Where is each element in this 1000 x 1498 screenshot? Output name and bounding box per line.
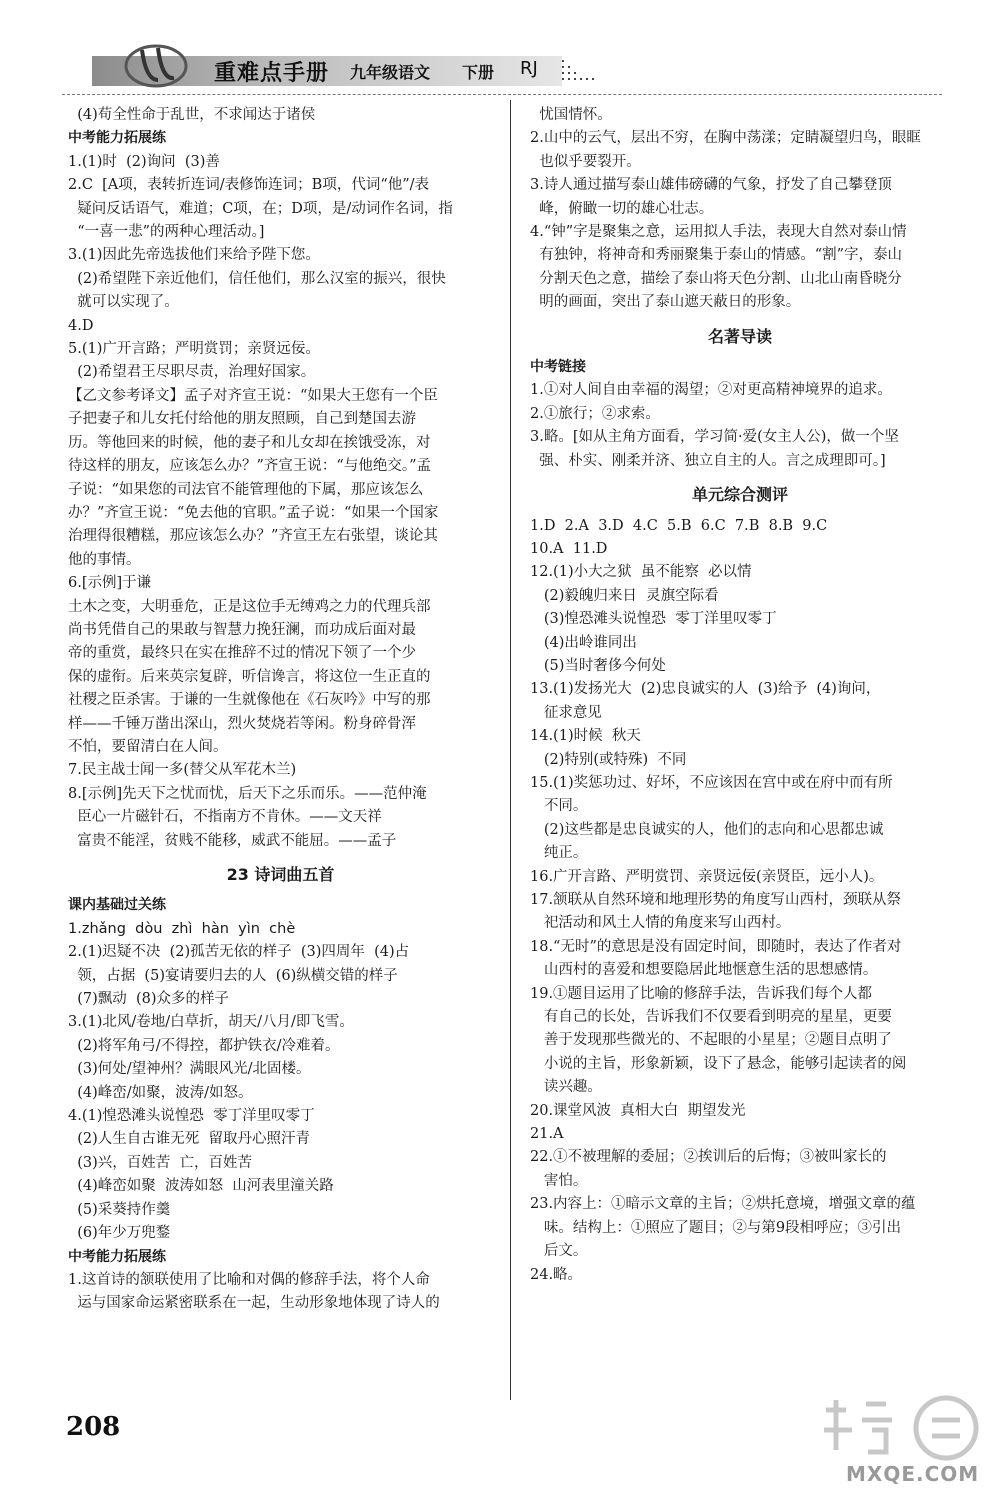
section-heading: 课内基础过关练 (68, 897, 166, 914)
answer-item: 23.内容上：①暗示文章的主旨；②烘托意境，增强文章的蕴 味。结构上：①照应了题目；②与第9段相呼应；③引出 后文。 (530, 1196, 916, 1260)
answer-item: 【乙文参考译文】孟子对齐宣王说：“如果大王您有一个臣 子把妻子和儿女托付给他的朋友照顾，自己到楚国去游 历。等他回来的时候，他的妻子和儿女却在挨饿受冻，对 待这样的朋友，应该怎么办？”齐宣王说：“与他绝交。”孟 子说：“如果您的司法官不能管理他的下属，那应该怎么 办？”齐宣王说：“免去他的官职。”孟子说：“如果一个国家 治理得很糟糕，那应该怎么办？”齐宣王左右张望，谈论其 他的事情。 (68, 387, 439, 568)
answer-item: 21.A (530, 1126, 564, 1143)
book-edition: RJ (520, 58, 538, 79)
answer-item: 15.(1)奖惩功过、好坏，不应该因在宫中或在府中而有所 不同。 (2)这些都是忠良诚实的人，他们的志向和心思都忠诚 纯正。 (530, 774, 893, 862)
answer-item: 12.(1)小大之狱 虽不能察 必以情 (2)毅魄归来日 灵旗空际看 (3)惶恐滩头说惶恐 零丁洋里叹零丁 (4)出岭谁同出 (5)当时奢侈今何处 (530, 564, 777, 674)
answer-item: (2)希望陛下亲近他们，信任他们，那么汉室的振兴，很快 就可以实现了。 (77, 270, 446, 311)
answer-item: 3.(1)北风/卷地/白草折，胡天/八月/即飞雪。 (2)将军角弓/不得控，都护铁衣/冷难着。 (3)何处/望神州？满眼风光/北固楼。 (4)峰峦/如聚，波涛/如怒。 (68, 1014, 354, 1101)
column-divider (510, 100, 511, 1400)
answer-item: 忧国情怀。 (530, 107, 612, 123)
left-column (68, 104, 493, 1316)
page-header (0, 0, 1000, 100)
answer-item: 4.“钟”字是聚集之意，运用拟人手法，表现大自然对泰山情 有独钟，将神奇和秀丽聚集于泰山的情感。“割”字，泰山 分割天色之意，描绘了泰山将天色分割、山北山南昏晓分 明的画面，突出了泰山遮天蔽日的形象。 (530, 224, 907, 311)
chapter-title: 单元综合测评 (691, 485, 788, 505)
answer-item: 20.课堂风波 真相大白 期望发光 (530, 1102, 746, 1119)
answer-item: 17.颔联从自然环境和地理形势的角度写山西村，颈联从祭 祀活动和风土人情的角度来写山西村。 (530, 892, 902, 932)
answer-item: 1.zhǎng dòu zhì hàn yìn chè (68, 920, 296, 937)
answer-item: 22.①不被理解的委屈；②挨训后的后悔；③被叫家长的 害怕。 (530, 1149, 887, 1189)
chapter-title: 名著导读 (707, 326, 772, 346)
answer-item: 1.这首诗的颔联使用了比喻和对偶的修辞手法，将个人命 运与国家命运紧密联系在一起，生动形象地体现了诗人的 (68, 1271, 440, 1312)
section-heading: 中考能力拓展练 (68, 130, 166, 147)
answer-item: 13.(1)发扬光大 (2)忠良诚实的人 (3)给予 (4)询问， 征求意见 (530, 681, 881, 721)
answer-item: 3.略。[如从主角方面看，学习简·爱(女主人公)，做一个坚 强、朴实、刚柔并济、独立自主的人。言之成理即可。] (530, 429, 899, 469)
answer-item: 8.[示例]先天下之忧而忧，后天下之乐而乐。——范仲淹 臣心一片磁针石，不指南方不肯休。——文天祥 富贵不能淫，贫贱不能移，威武不能屈。——孟子 (68, 785, 427, 849)
book-logo-icon (118, 36, 194, 90)
section-heading: 中考能力拓展练 (68, 1248, 166, 1265)
answer-item: 19.①题目运用了比喻的修辞手法，告诉我们每个人都 有自己的长处，告诉我们不仅要看到明亮的星星，更要 善于发现那些微光的、不起眼的小星星；②题目点明了 小说的主旨，形象新颖，设下了悬念，能够引起读者的阅 读兴趣。 (530, 985, 907, 1096)
answer-item: 16.广开言路、严明赏罚、亲贤远佞(亲贤臣，远小人)。 (530, 868, 884, 885)
answer-item: 3.诗人通过描写泰山雄伟磅礴的气象，抒发了自己攀登顶 峰，俯瞰一切的雄心壮志。 (530, 177, 892, 217)
answer-item: 2.(1)迟疑不决 (2)孤苦无依的样子 (3)四周年 (4)占 领，占据 (5)宴请要归去的人 (6)纵横交错的样子 (7)飘动 (8)众多的样子 (68, 944, 410, 1008)
answer-item: 18.“无时”的意思是没有固定时间，即随时，表达了作者对 山西村的喜爱和想要隐居此地惬意生活的思想感情。 (530, 938, 902, 979)
answer-item: 2.C [A项，表转折连词/表修饰连词；B项，代词“他”/表 疑问反话语气，难道；C项，在；D项，是/动词作名词，指 “一喜一悲”的两种心理活动。] (68, 177, 453, 241)
right-column (530, 104, 950, 1287)
answer-item: 2.①旅行；②求索。 (530, 405, 660, 422)
page-number: 208 (66, 1412, 121, 1442)
header-divider (62, 94, 942, 96)
answer-item: 4.(1)惶恐滩头说惶恐 零丁洋里叹零丁 (2)人生自古谁无死 留取丹心照汗青 (3)兴，百姓苦 亡，百姓苦 (4)峰峦如聚 波涛如怒 山河表里潼关路 (5)采葵持作羹 (6)年少万兜鍪 (68, 1108, 334, 1242)
answer-item: 1.D 2.A 3.D 4.C 5.B 6.C 7.B 8.B 9.C 10.A 11.D (530, 517, 828, 557)
answer-item: 24.略。 (530, 1266, 583, 1283)
answer-item: 2.山中的云气，层出不穷，在胸中荡漾；定睛凝望归鸟，眼眶 也似乎要裂开。 (530, 130, 921, 170)
book-volume: 下册 (462, 63, 495, 82)
section-heading: 中考链接 (530, 359, 586, 376)
answer-item: 5.(1)广开言路；严明赏罚；亲贤远佞。 (68, 341, 320, 358)
answer-item: 1.(1)时 (2)询问 (3)善 (68, 153, 220, 170)
answer-item: 7.民主战士闻一多(替父从军花木兰) (68, 762, 297, 779)
chapter-title: 23 诗词曲五首 (226, 865, 335, 884)
answer-item: 1.①对人间自由幸福的渴望；②对更高精神境界的追求。 (530, 382, 892, 399)
dots-decoration-icon (560, 58, 600, 84)
answer-item: (2)希望君王尽职尽责，治理好国家。 (68, 364, 316, 381)
answer-item: 3.(1)因此先帝选拔他们来给予陛下您。 (68, 247, 320, 264)
answer-item: 14.(1)时候 秋天 (2)特别(或特殊) 不同 (530, 728, 687, 768)
book-title: 重难点手册 (214, 61, 330, 86)
book-subject: 九年级语文 (350, 63, 431, 82)
answer-item: (4)苟全性命于乱世，不求闻达于诸侯 (68, 107, 316, 123)
watermark-text: MXQE.COM (846, 1462, 980, 1486)
answer-item: 6.[示例]于谦 土木之变，大明垂危，正是这位手无缚鸡之力的代理兵部 尚书凭借自己的果敢与智慧力挽狂澜，而功成后面对最 帝的重赏，最终只在实在推辞不过的情况下领了一个少 保的虚衔。后来英宗复辟，听信谗言，将这位一生正直的 社稷之臣杀害。于谦的一生就像他在《石灰吟》中写的那 样——千锤万凿出深山，烈火焚烧若等闲。粉身碎骨浑 不怕，要留清白在人间。 (68, 575, 431, 755)
answer-item: 4.D (68, 317, 94, 334)
